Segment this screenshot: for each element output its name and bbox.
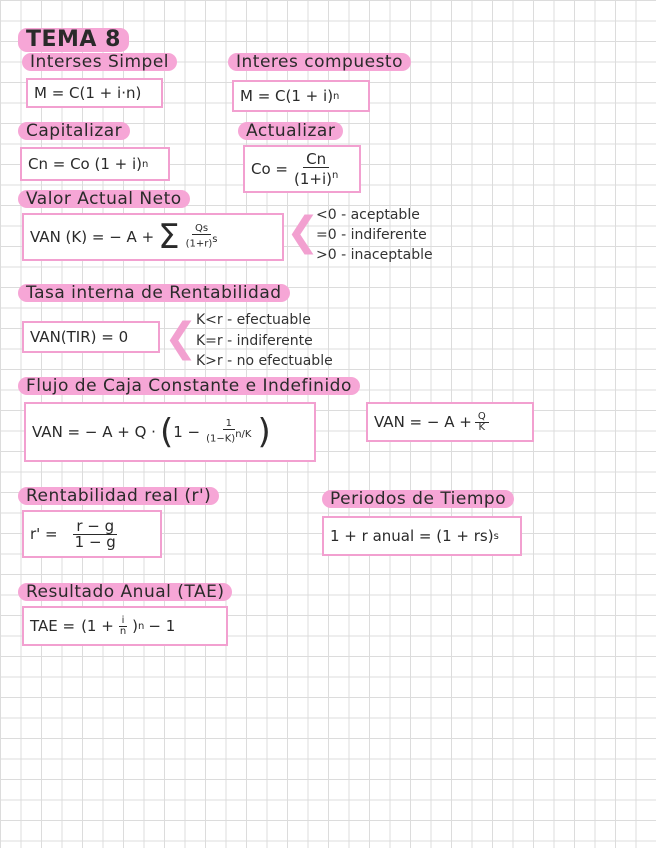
tir-brace: ❮ — [164, 315, 198, 361]
capitalize-label: Capitalizar — [18, 122, 130, 140]
capitalize-text: Cn = Co (1 + i) — [28, 155, 143, 173]
flow-inner: 1 − — [173, 423, 201, 441]
real-return-denominator: 1 − g — [74, 532, 116, 551]
flow-label: Flujo de Caja Constante e Indefinido — [18, 377, 360, 395]
van-lhs: VAN (K) = − A + — [30, 228, 155, 246]
actualize-lhs: Co = — [251, 160, 288, 178]
real-return-fraction — [72, 516, 119, 551]
tir-case-1: K<r - efectuable — [196, 312, 311, 328]
tir-case-3: K>r - no efectuable — [196, 353, 333, 369]
van-fraction — [183, 224, 221, 249]
compound-interest-label: Interes compuesto — [228, 53, 411, 71]
page-title: TEMA 8 — [18, 28, 129, 52]
van-label: Valor Actual Neto — [18, 190, 190, 208]
tae-exponent: n — [138, 620, 145, 632]
capitalize-formula — [20, 147, 170, 181]
flow-alt-lhs: VAN = − A + — [374, 413, 472, 431]
flow-alt-fraction — [475, 412, 489, 433]
tae-close: ) — [132, 617, 139, 635]
capitalize-exponent: n — [142, 158, 149, 170]
real-return-numerator: r − g — [73, 519, 117, 535]
tae-label: Resultado Anual (TAE) — [18, 583, 232, 601]
tir-case-2: K=r - indiferente — [196, 333, 313, 349]
flow-den-exp: n/K — [235, 429, 252, 441]
actualize-numerator: Cn — [303, 152, 329, 168]
tir-text: VAN(TIR) = 0 — [30, 328, 129, 346]
tir-label: Tasa interna de Rentabilidad — [18, 284, 290, 302]
van-case-1: <0 - aceptable — [316, 207, 420, 223]
real-return-label: Rentabilidad real (r') — [18, 487, 219, 505]
tae-lhs: TAE = — [30, 617, 76, 635]
flow-alt-numerator: Q — [475, 412, 489, 423]
flow-formula — [24, 402, 316, 462]
actualize-formula — [243, 145, 361, 193]
van-brace: ❮ — [286, 209, 320, 255]
flow-lhs: VAN = − A + Q · — [32, 423, 156, 441]
periods-exponent: s — [493, 530, 499, 542]
actualize-label: Actualizar — [238, 122, 343, 140]
tae-denominator: n — [119, 625, 127, 637]
tae-numerator: i — [119, 616, 128, 627]
compound-interest-text: M = C(1 + i) — [240, 87, 334, 105]
flow-denominator: (1−K) — [206, 433, 236, 445]
simple-interest-text: M = C(1 + i·n) — [34, 84, 142, 102]
van-case-3: >0 - inaceptable — [316, 247, 433, 263]
flow-alt-formula — [366, 402, 534, 442]
tae-formula — [22, 606, 228, 646]
actualize-fraction — [291, 149, 341, 188]
simple-interest-formula — [26, 78, 163, 108]
compound-interest-formula — [232, 80, 370, 112]
van-denominator: (1+r) — [185, 238, 213, 250]
tae-fraction — [117, 616, 129, 637]
real-return-lhs: r' = — [30, 525, 58, 543]
sigma-symbol: Σ — [158, 217, 180, 257]
van-case-2: =0 - indiferente — [316, 227, 427, 243]
compound-exponent: n — [333, 90, 340, 102]
flow-numerator: 1 — [223, 419, 235, 430]
real-return-formula — [22, 510, 162, 558]
tir-formula — [22, 321, 160, 353]
tae-tail: − 1 — [148, 617, 176, 635]
van-formula — [22, 213, 284, 261]
flow-close-paren: ) — [257, 412, 271, 452]
actualize-denominator: (1+i) — [294, 169, 332, 188]
van-den-exp: s — [212, 234, 218, 246]
flow-fraction — [203, 419, 254, 444]
periods-text: 1 + r anual = (1 + rs) — [330, 527, 494, 545]
flow-open-paren: ( — [159, 412, 174, 452]
van-numerator: Qs — [192, 224, 211, 235]
periods-formula — [322, 516, 522, 556]
actualize-den-exp: n — [331, 169, 339, 181]
simple-interest-label: Interses Simpel — [22, 53, 177, 71]
periods-label: Periodos de Tiempo — [322, 490, 514, 508]
tae-open: (1 + — [81, 617, 114, 635]
flow-alt-denominator: K — [478, 421, 486, 433]
